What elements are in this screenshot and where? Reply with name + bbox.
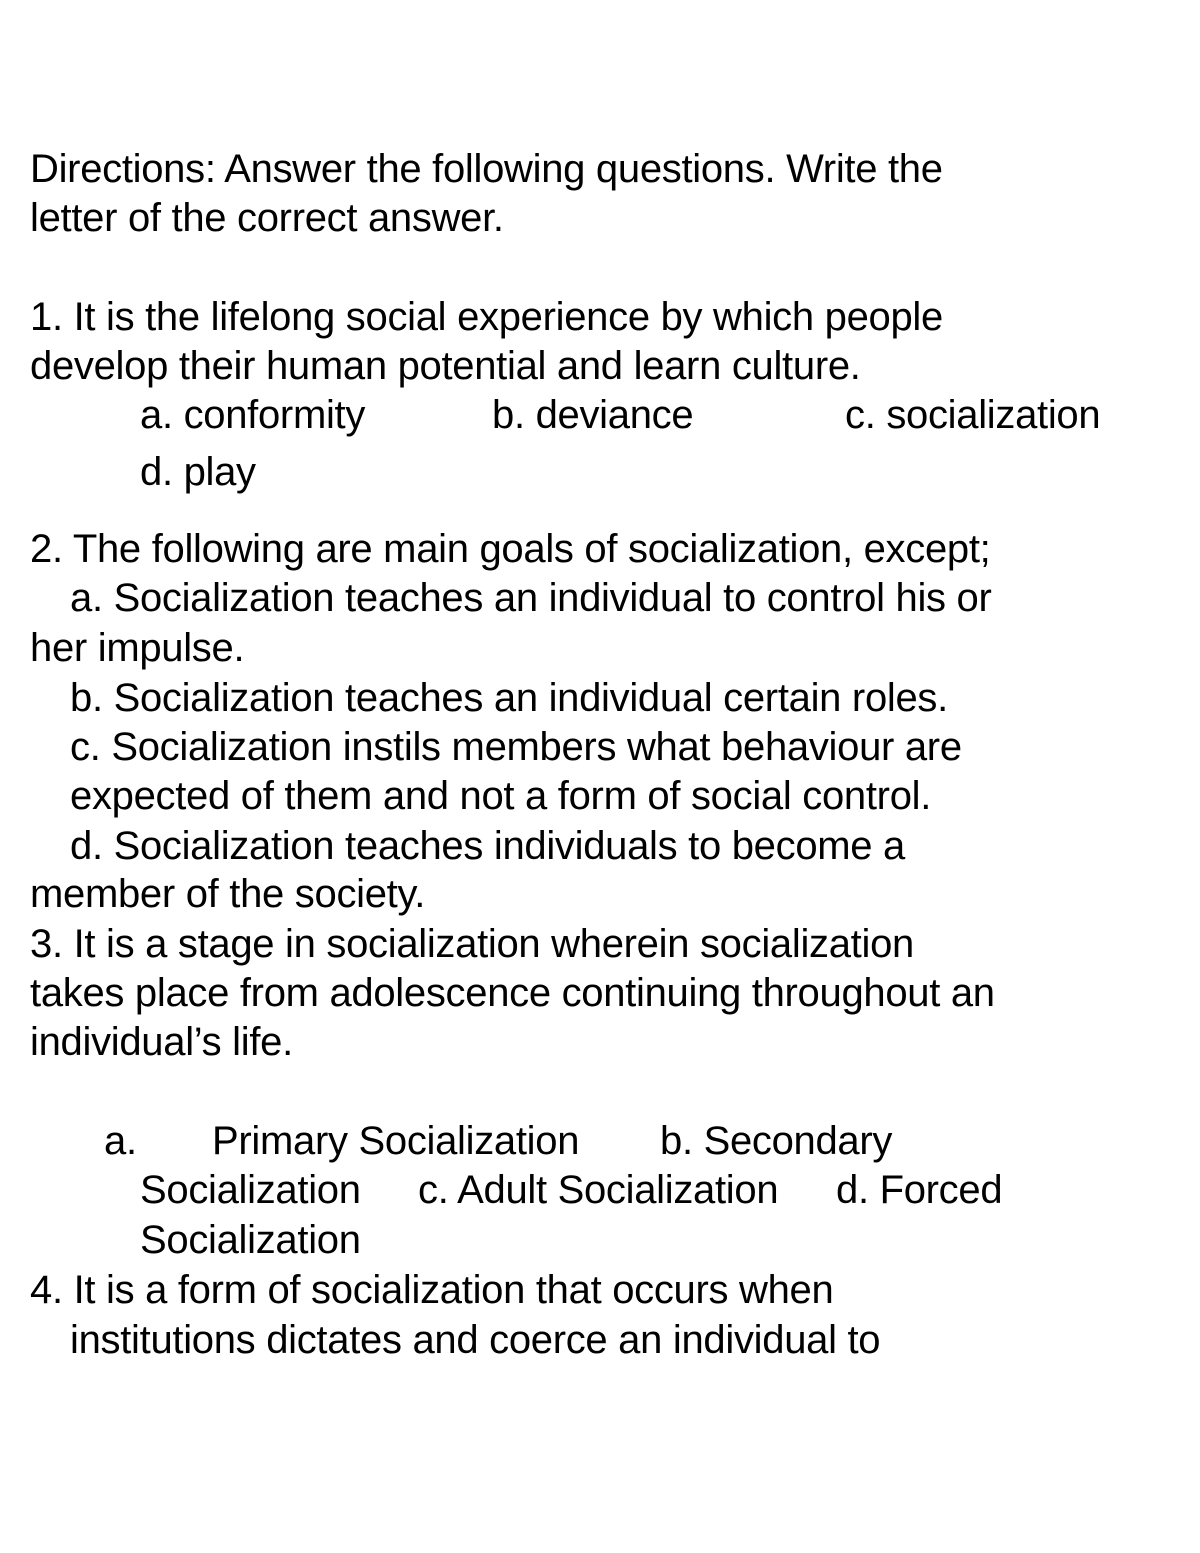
question-3-choice-b-part-1: b. Secondary <box>660 1119 893 1163</box>
question-4-stem-line-1: 4. It is a form of socialization that occurs when <box>30 1268 834 1312</box>
directions-line-1: Directions: Answer the following questions. Write the <box>30 147 943 191</box>
question-2-choice-b: b. Socialization teaches an individual certain roles. <box>70 676 948 720</box>
question-2-choice-c-line-2: expected of them and not a form of social control. <box>70 774 932 818</box>
question-3-choice-a-text: Primary Socialization <box>212 1119 580 1163</box>
question-2-choice-a-line-2: her impulse. <box>30 626 245 670</box>
question-2-choice-a-line-1: a. Socialization teaches an individual to control his or <box>70 576 992 620</box>
question-2-choice-d-line-2: member of the society. <box>30 872 426 916</box>
question-4-stem-line-2: institutions dictates and coerce an individual to <box>70 1318 881 1362</box>
question-2-choice-d-line-1: d. Socialization teaches individuals to become a <box>70 824 905 868</box>
question-1-stem-line-2: develop their human potential and learn culture. <box>30 344 861 388</box>
question-1-choice-b: b. deviance <box>492 393 694 437</box>
directions-line-2: letter of the correct answer. <box>30 196 504 240</box>
question-3-choice-c: c. Adult Socialization <box>418 1168 779 1212</box>
question-1-choice-d: d. play <box>140 450 256 494</box>
question-3-stem-line-1: 3. It is a stage in socialization wherein socialization <box>30 922 914 966</box>
question-3-choice-b-part-2: Socialization <box>140 1168 361 1212</box>
question-1-choice-c: c. socialization <box>845 393 1101 437</box>
question-3-stem-line-3: individual’s life. <box>30 1020 293 1064</box>
question-3-choice-d-part-1: d. Forced <box>836 1168 1003 1212</box>
question-3-choice-a-label: a. <box>104 1119 137 1163</box>
question-3-choice-d-part-2: Socialization <box>140 1218 361 1262</box>
question-1-stem-line-1: 1. It is the lifelong social experience by which people <box>30 295 943 339</box>
question-2-choice-c-line-1: c. Socialization instils members what behaviour are <box>70 725 962 769</box>
question-2-stem: 2. The following are main goals of socialization, except; <box>30 527 991 571</box>
question-3-stem-line-2: takes place from adolescence continuing throughout an <box>30 971 995 1015</box>
question-1-choice-a: a. conformity <box>140 393 366 437</box>
